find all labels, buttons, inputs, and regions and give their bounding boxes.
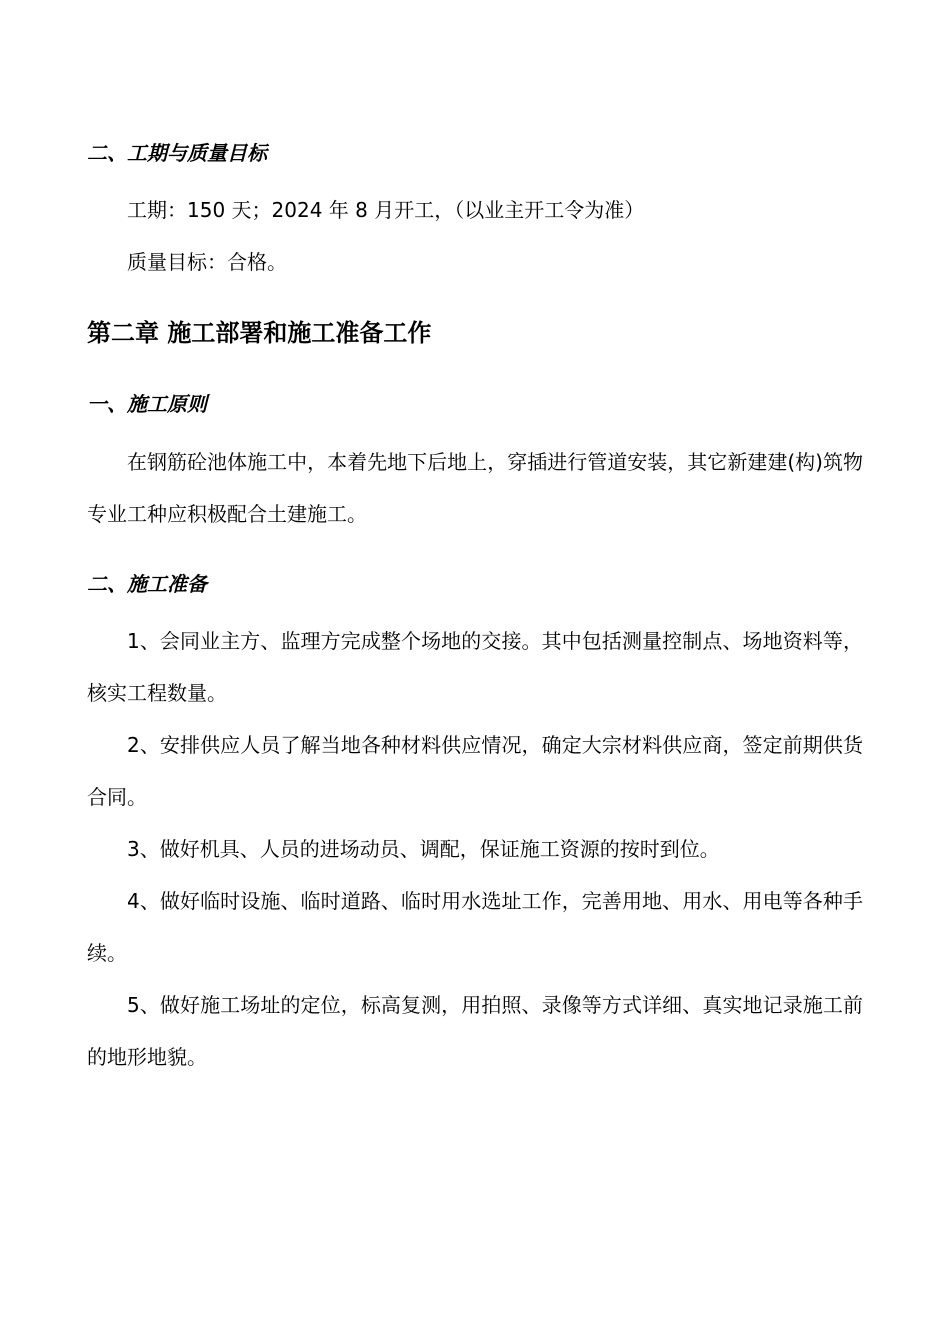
quality-target-line: 质量目标：合格。 (127, 250, 287, 274)
section-heading-preparation: 二、施工准备 (87, 572, 207, 596)
section-heading-principle: 一、施工原则 (87, 392, 207, 416)
preparation-item: 5、做好施工场址的定位，标高复测，用拍照、录像等方式详细、真实地记录施工前的地形地貌。 (87, 993, 863, 1069)
section-heading-schedule-quality: 二、工期与质量目标 (87, 141, 267, 165)
preparation-item: 3、做好机具、人员的进场动员、调配，保证施工资源的按时到位。 (127, 837, 720, 861)
preparation-item: 4、做好临时设施、临时道路、临时用水选址工作，完善用地、用水、用电等各种手续。 (87, 889, 863, 965)
schedule-line: 工期：150 天；2024 年 8 月开工，（以业主开工令为准） (127, 198, 645, 222)
chapter-title: 第二章 施工部署和施工准备工作 (87, 319, 432, 347)
preparation-item: 2、安排供应人员了解当地各种材料供应情况，确定大宗材料供应商，签定前期供货合同。 (87, 733, 863, 809)
preparation-item: 1、会同业主方、监理方完成整个场地的交接。其中包括测量控制点、场地资料等，核实工程数量。 (87, 629, 863, 705)
principle-paragraph: 在钢筋砼池体施工中，本着先地下后地上，穿插进行管道安装，其它新建建(构)筑物专业工种应积极配合土建施工。 (87, 450, 863, 526)
